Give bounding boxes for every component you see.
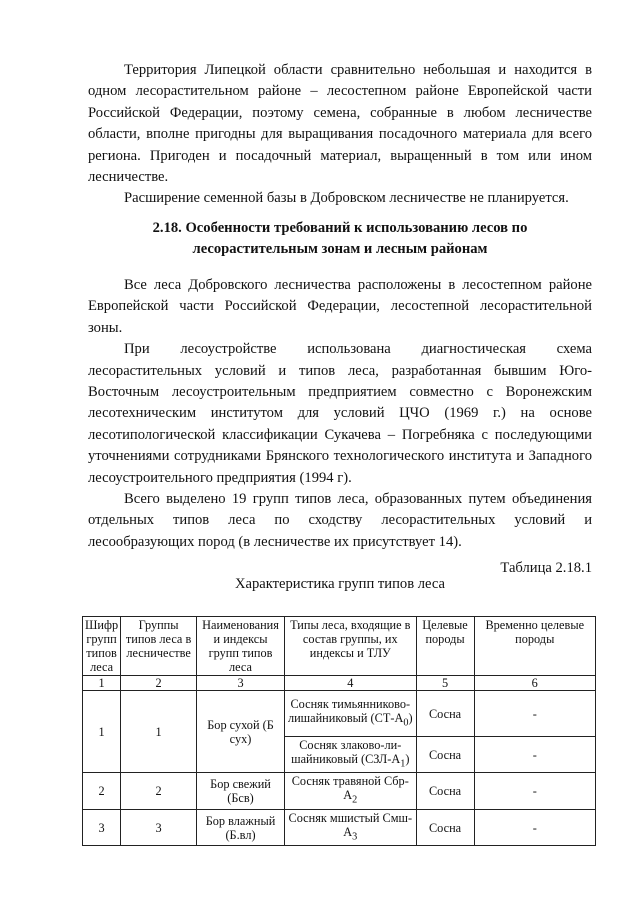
column-number: 3	[197, 676, 285, 691]
paragraph: Расширение семенной базы в Добровском лесничестве не планируется.	[124, 190, 569, 207]
forest-type-cell	[284, 691, 416, 737]
group-code-cell: 1	[83, 691, 121, 773]
forest-type-cell	[284, 809, 416, 845]
group-number-cell: 3	[121, 809, 197, 845]
table-row	[83, 809, 596, 845]
forest-type-tail: )	[408, 710, 413, 725]
column-number: 6	[474, 676, 596, 691]
group-name-cell: Бор влажный (Б.вл)	[197, 809, 285, 845]
group-number-cell: 1	[121, 691, 197, 773]
column-header: Целевые породы	[416, 617, 474, 676]
forest-type-text: Сосняк мшистый Смш-А	[288, 810, 413, 839]
column-number-row	[83, 676, 596, 691]
body-text-block	[88, 275, 592, 553]
paragraph: При лесоустройстве использована диагностическая схема лесорастительных условий и типов леса, разработанная бывшим Юго-Восточным лесоустроительным предприятием совместно с Воронежским лесотехническим институтом для условий ЦЧО (1969 г.) на основе лесотипологической классификации Сукачева – Погребняка с последующими уточнениями сотрудниками Брянского технологического института и Западного лесоустроительного предприятия (1994 г).	[88, 341, 592, 486]
group-code-cell: 2	[83, 773, 121, 809]
column-number: 4	[284, 676, 416, 691]
column-number: 2	[121, 676, 197, 691]
column-header: Временно целевые породы	[474, 617, 596, 676]
forest-type-text: Сосняк злаково-ли-шайниковый (СЗЛ-А	[291, 738, 402, 766]
temporary-species-cell: -	[474, 691, 596, 737]
table-row	[83, 691, 596, 737]
forest-type-index: 3	[352, 831, 358, 843]
forest-types-table	[82, 616, 596, 846]
forest-type-cell	[284, 737, 416, 773]
temporary-species-cell: -	[474, 737, 596, 773]
column-number: 5	[416, 676, 474, 691]
target-species-cell: Сосна	[416, 691, 474, 737]
forest-type-index: 1	[400, 758, 406, 770]
column-header: Типы леса, входящие в состав группы, их индексы и ТЛУ	[284, 617, 416, 676]
group-name-cell: Бор свежий (Бсв)	[197, 773, 285, 809]
forest-type-cell	[284, 773, 416, 809]
group-name-cell: Бор сухой (Б сух)	[197, 691, 285, 773]
target-species-cell: Сосна	[416, 809, 474, 845]
target-species-cell: Сосна	[416, 773, 474, 809]
intro-text-block	[88, 60, 592, 210]
group-number-cell: 2	[121, 773, 197, 809]
section-heading-line: 2.18. Особенности требований к использованию лесов по	[152, 220, 528, 236]
temporary-species-cell: -	[474, 809, 596, 845]
paragraph: Все леса Добровского лесничества расположены в лесостепном районе Европейской части Российской Федерации, лесостепной лесорастительной зоны.	[88, 277, 592, 336]
table-header-row	[83, 617, 596, 676]
forest-type-index: 0	[403, 717, 409, 729]
column-header: Наименования и индексы групп типов леса	[197, 617, 285, 676]
paragraph: Всего выделено 19 групп типов леса, образованных путем объединения отдельных типов леса по сходству лесорастительных условий и лесообразующих пород (в лесничестве их присутствует 14).	[88, 491, 592, 550]
forest-type-tail: )	[405, 752, 410, 766]
section-heading	[88, 218, 592, 261]
target-species-cell: Сосна	[416, 737, 474, 773]
table-title: Характеристика групп типов леса	[234, 576, 446, 592]
paragraph: Территория Липецкой области сравнительно небольшая и находится в одном лесорастительном районе – лесостепном районе Европейской части Российской Федерации, поэтому семена, собранные в любом лесничестве области, вполне пригодны для выращивания посадочного материала для всего региона. Пригоден и посадочный материал, выращенный в том или ином лесничестве.	[88, 62, 592, 186]
column-header: Шифр групп типов леса	[83, 617, 121, 676]
column-header: Группы типов леса в лесничестве	[121, 617, 197, 676]
temporary-species-cell: -	[474, 773, 596, 809]
section-heading-line: лесорастительным зонам и лесным районам	[192, 241, 488, 258]
group-code-cell: 3	[83, 809, 121, 845]
forest-type-index: 2	[352, 794, 358, 806]
table-row	[83, 773, 596, 809]
forest-type-text: Сосняк тимьянниково-лишайниковый (СТ-А	[287, 696, 411, 725]
column-number: 1	[83, 676, 121, 691]
table-number: Таблица 2.18.1	[500, 560, 592, 576]
forest-type-text: Сосняк травяной Сбр-А	[291, 774, 409, 803]
